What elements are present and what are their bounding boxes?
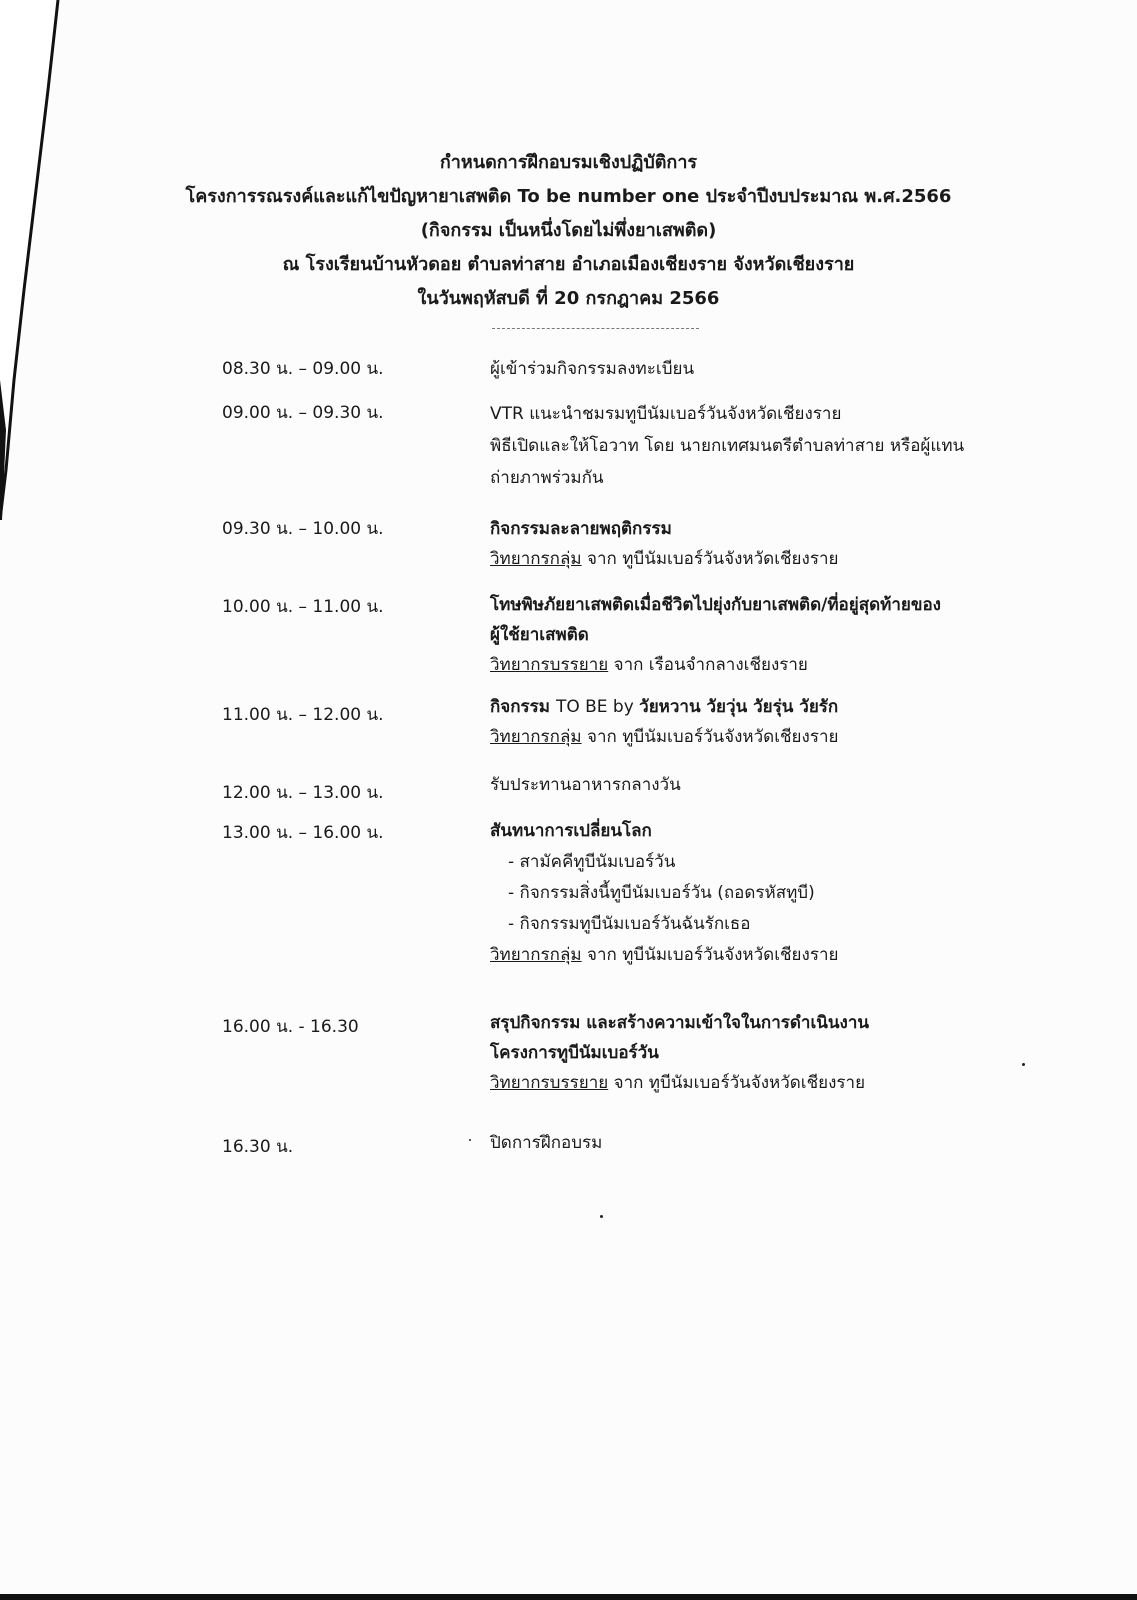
document-header — [0, 146, 1137, 316]
speaker-label: วิทยากรกลุ่ม — [490, 945, 582, 965]
list-item: - สามัคคีทูบีนัมเบอร์วัน — [508, 852, 676, 872]
activity-detail — [490, 692, 1050, 752]
activity-detail — [490, 1008, 1050, 1098]
activity-line: รับประทานอาหารกลางวัน — [490, 775, 681, 795]
time-slot: 09.30 น. – 10.00 น. — [222, 519, 384, 539]
speaker-label: วิทยากรบรรยาย — [490, 655, 609, 675]
activity-line: ถ่ายภาพร่วมกัน — [490, 468, 604, 488]
scan-speck — [1022, 1063, 1025, 1066]
time-slot: 10.00 น. – 11.00 น. — [222, 597, 384, 617]
activity-detail — [490, 398, 1050, 494]
activity-detail — [490, 816, 1050, 971]
activity-title-bold: วัยหวาน วัยวุ่น วัยรุ่น วัยรัก — [639, 697, 839, 717]
time-slot: 09.00 น. – 09.30 น. — [222, 403, 384, 423]
speaker-line — [490, 544, 1050, 574]
time-slot: 12.00 น. – 13.00 น. — [222, 783, 384, 803]
time-slot: 16.30 น. — [222, 1137, 294, 1157]
dashed-divider — [492, 328, 699, 329]
activity-title: สันทนาการเปลี่ยนโลก — [490, 821, 652, 841]
activity-title: สรุปกิจกรรม และสร้างความเข้าใจในการดำเนินงาน — [490, 1013, 869, 1033]
activity-line: ผู้เข้าร่วมกิจกรรมลงทะเบียน — [490, 359, 695, 379]
speaker-line — [490, 650, 1050, 680]
time-slot: 16.00 น. - 16.30 — [222, 1017, 359, 1037]
speaker-label: วิทยากรกลุ่ม — [490, 549, 582, 569]
speaker-source: จาก ทูบีนัมเบอร์วันจังหวัดเชียงราย — [581, 945, 839, 965]
activity-title: ผู้ใช้ยาเสพติด — [490, 625, 589, 645]
speaker-label: วิทยากรกลุ่ม — [490, 727, 582, 747]
speaker-label: วิทยากรบรรยาย — [490, 1073, 609, 1093]
activity-title: โครงการทูบีนัมเบอร์วัน — [490, 1043, 659, 1063]
activity-line: พิธีเปิดและให้โอวาท โดย นายกเทศมนตรีตำบลท่าสาย หรือผู้แทน — [490, 436, 965, 456]
header-activity: (กิจกรรม เป็นหนึ่งโดยไม่พึ่งยาเสพติด) — [420, 220, 717, 241]
activity-line: ปิดการฝึกอบรม — [490, 1133, 603, 1153]
scan-speck — [600, 1215, 603, 1218]
speaker-source: จาก ทูบีนัมเบอร์วันจังหวัดเชียงราย — [581, 727, 839, 747]
header-location: ณ โรงเรียนบ้านหัวดอย ตำบลท่าสาย อำเภอเมืองเชียงราย จังหวัดเชียงราย — [282, 254, 855, 275]
speaker-source: จาก ทูบีนัมเบอร์วันจังหวัดเชียงราย — [608, 1073, 866, 1093]
speaker-line — [490, 722, 1050, 752]
scan-bottom-edge — [0, 1594, 1137, 1600]
scan-speck — [469, 1139, 471, 1141]
speaker-source: จาก ทูบีนัมเบอร์วันจังหวัดเชียงราย — [581, 549, 839, 569]
activity-title-normal: TO BE by — [555, 697, 640, 717]
list-item: - กิจกรรมทูบีนัมเบอร์วันฉันรักเธอ — [508, 914, 751, 934]
activity-line: VTR แนะนำชมรมทูบีนัมเบอร์วันจังหวัดเชียงราย — [490, 404, 842, 424]
activity-title — [490, 692, 1050, 722]
activity-detail — [490, 514, 1050, 574]
activity-detail — [490, 354, 1050, 384]
activity-detail — [490, 1128, 1050, 1158]
time-slot: 08.30 น. – 09.00 น. — [222, 359, 384, 379]
activity-detail — [490, 590, 1050, 680]
header-project: โครงการรณรงค์และแก้ไขปัญหายาเสพติด To be number one ประจำปีงบประมาณ พ.ศ.2566 — [185, 186, 952, 207]
activity-detail — [490, 770, 1050, 800]
activity-title-prefix: กิจกรรม — [490, 697, 556, 717]
activity-title: กิจกรรมละลายพฤติกรรม — [490, 519, 672, 539]
speaker-line — [490, 1068, 1050, 1098]
list-item: - กิจกรรมสิ่งนี้ทูบีนัมเบอร์วัน (ถอดรหัสทูบี) — [508, 883, 815, 903]
header-date: ในวันพฤหัสบดี ที่ 20 กรกฎาคม 2566 — [417, 288, 720, 309]
speaker-source: จาก เรือนจำกลางเชียงราย — [608, 655, 808, 675]
header-title: กำหนดการฝึกอบรมเชิงปฏิบัติการ — [439, 152, 698, 173]
time-slot: 13.00 น. – 16.00 น. — [222, 823, 384, 843]
speaker-line — [490, 940, 1050, 971]
activity-title: โทษพิษภัยยาเสพติดเมื่อชีวิตไปยุ่งกับยาเสพติด/ที่อยู่สุดท้ายของ — [490, 595, 941, 615]
time-slot: 11.00 น. – 12.00 น. — [222, 705, 384, 725]
